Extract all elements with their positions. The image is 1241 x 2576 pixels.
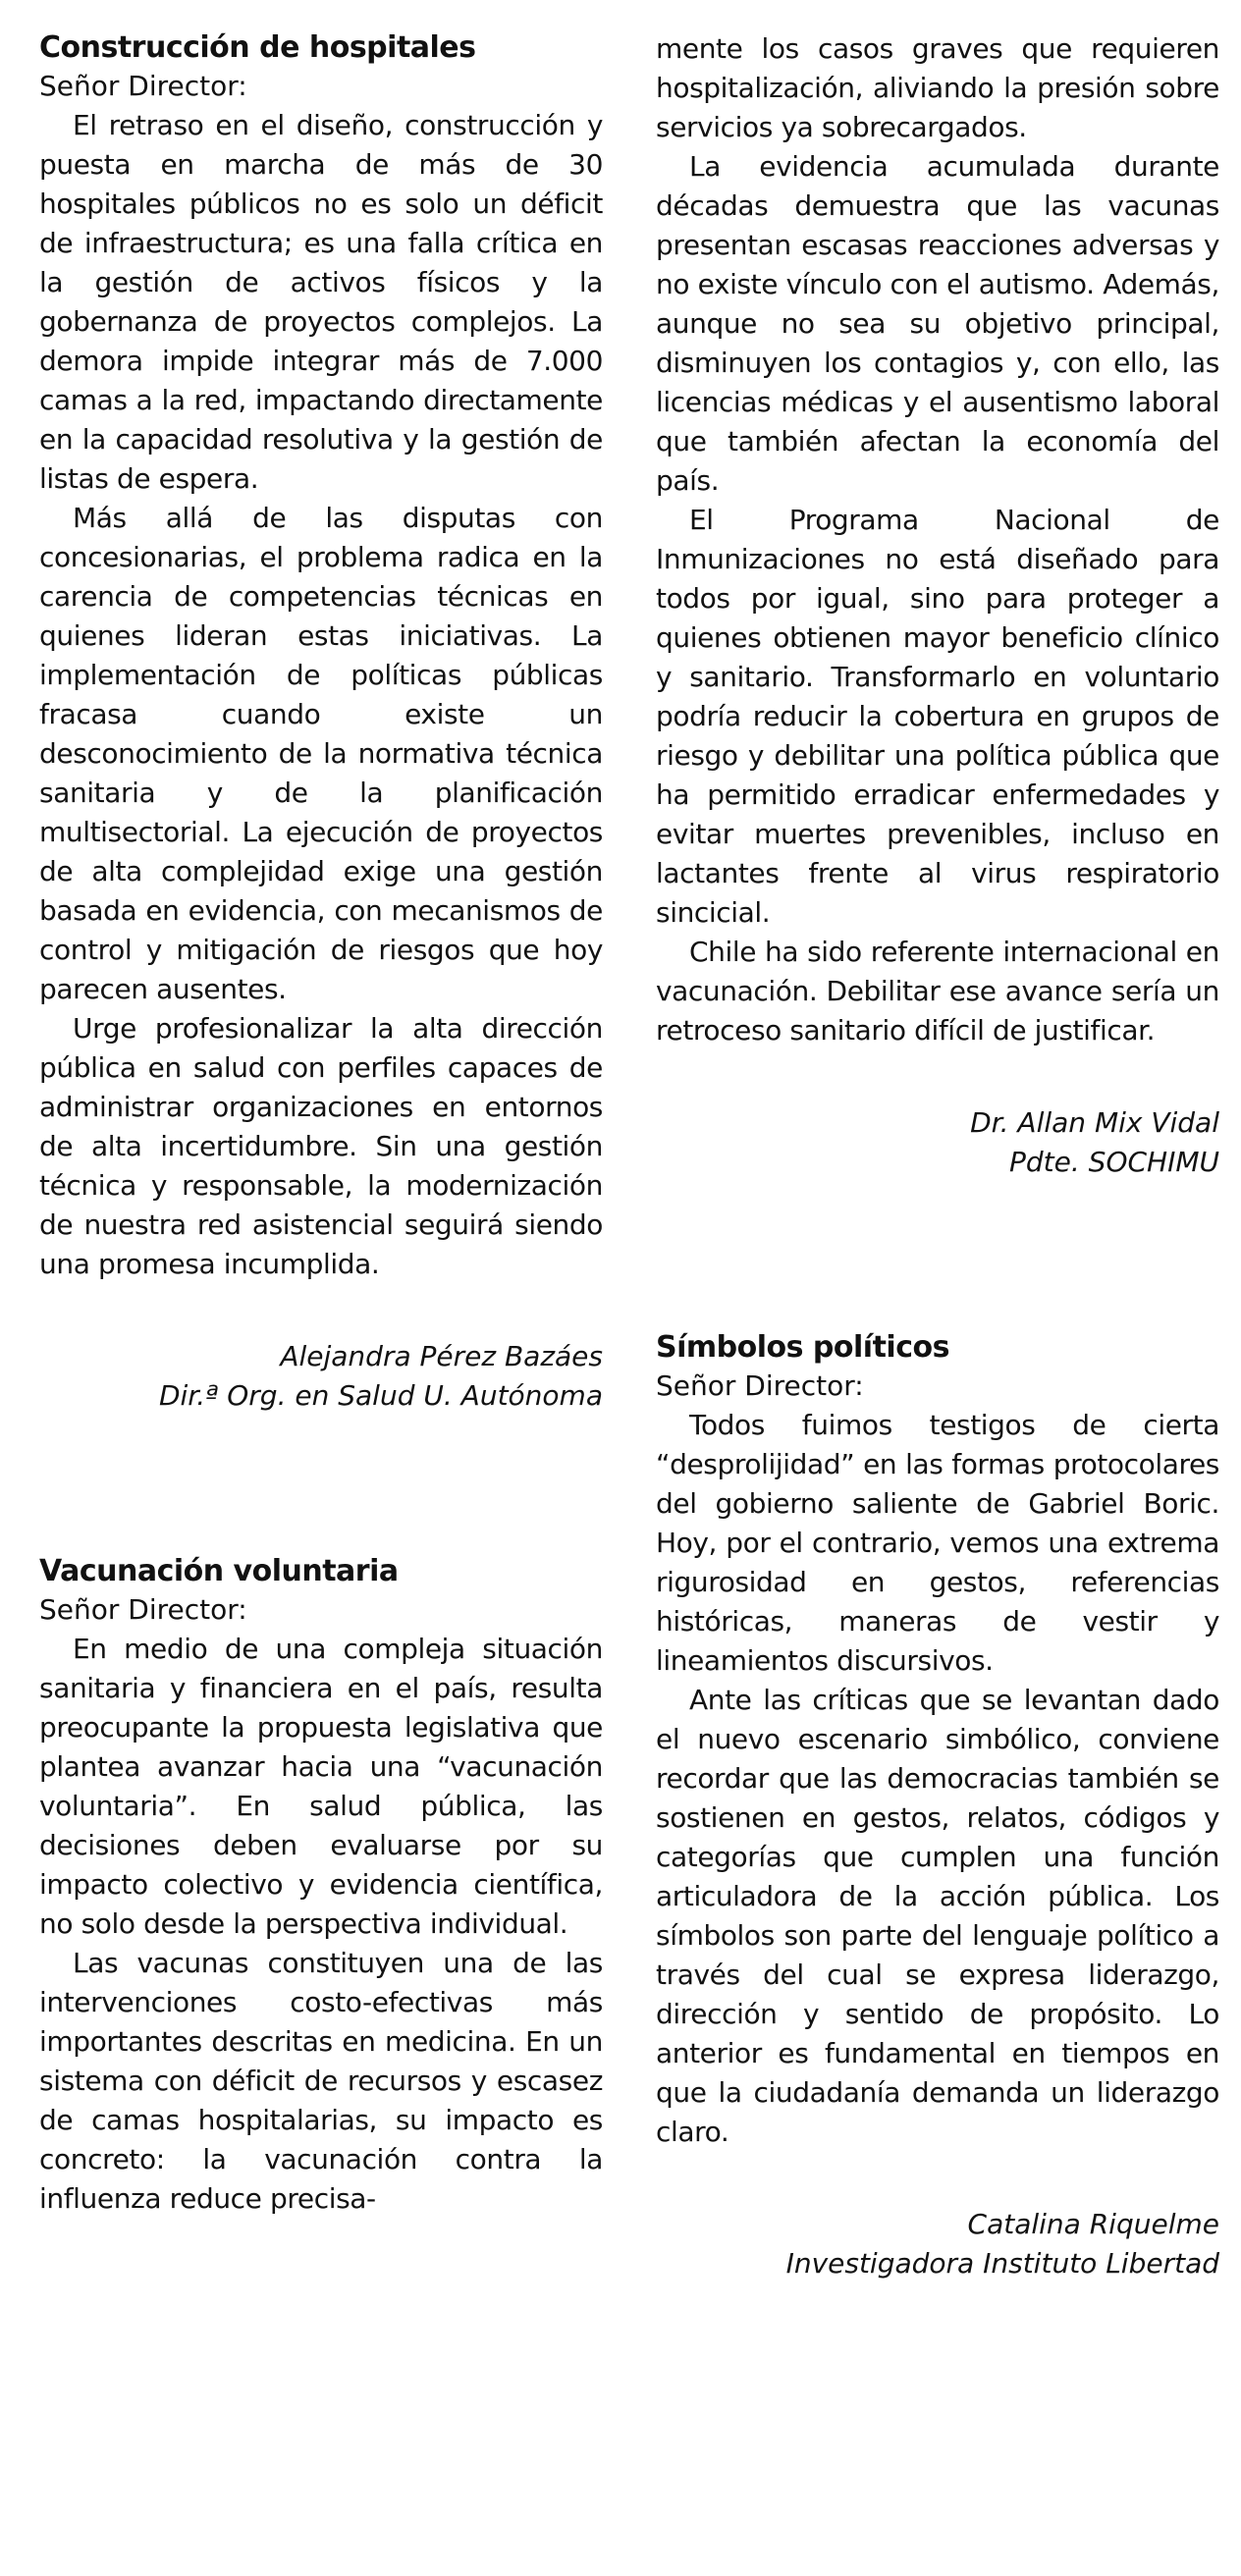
letter-author: Dr. Allan Mix Vidal	[970, 1106, 1219, 1139]
spacer	[39, 1284, 603, 1337]
left-column	[39, 29, 603, 2219]
letter-paragraph-continuation: mente los casos graves que requieren hospitalización, aliviando la presión sobre servicios ya sobrecargados.	[656, 32, 1219, 143]
letter-paragraph: Las vacunas constituyen una de las intervenciones costo-efectivas más importantes descritas en medicina. En un sistema con déficit de recursos y escasez de camas hospitalarias, su impacto es concreto: la vacunación contra la influenza reduce precisa-	[39, 1947, 603, 2215]
letter-author-role: Dir.ª Org. en Salud U. Autónoma	[158, 1379, 603, 1412]
letter-author: Alejandra Pérez Bazáes	[280, 1340, 603, 1372]
letter-vacunacion-continued	[656, 29, 1219, 1182]
letter-paragraph: Urge profesionalizar la alta dirección pública en salud con perfiles capaces de administrar organizaciones en entornos de alta incertidumbre. Sin una gestión técnica y responsable, la modernización de nuestra red asistencial seguirá siendo una promesa incumplida.	[39, 1012, 603, 1280]
spacer	[656, 1182, 1219, 1329]
letter-salutation: Señor Director:	[39, 1593, 247, 1626]
letter-hospitales	[39, 29, 603, 1416]
letter-paragraph: Todos fuimos testigos de cierta “desprolijidad” en las formas protocolares del gobierno saliente de Gabriel Boric. Hoy, por el contrario, vemos una extrema rigurosidad en gestos, referencias históricas, maneras de vestir y lineamientos discursivos.	[656, 1409, 1219, 1677]
letter-author-role: Investigadora Instituto Libertad	[785, 2247, 1219, 2280]
letter-author: Catalina Riquelme	[967, 2208, 1219, 2240]
letter-title: Construcción de hospitales	[39, 30, 476, 65]
letter-author-role: Pdte. SOCHIMU	[1009, 1146, 1219, 1178]
spacer	[656, 1050, 1219, 1103]
letter-salutation: Señor Director:	[656, 1369, 864, 1402]
letter-paragraph: Ante las críticas que se levantan dado el nuevo escenario simbólico, conviene recordar que las democracias también se sostienen en gestos, relatos, códigos y categorías que cumplen una función articuladora de la acción pública. Los símbolos son parte del lenguaje político a través del cual se expresa liderazgo, dirección y sentido de propósito. Lo anterior es fundamental en tiempos en que la ciudadanía demanda un liderazgo claro.	[656, 1684, 1219, 2148]
spacer	[39, 1416, 603, 1553]
letter-title: Vacunación voluntaria	[39, 1554, 399, 1588]
letter-paragraph: Chile ha sido referente internacional en vacunación. Debilitar ese avance sería un retroceso sanitario difícil de justificar.	[656, 936, 1219, 1046]
spacer	[656, 2152, 1219, 2205]
letter-salutation: Señor Director:	[39, 70, 247, 102]
letter-simbolos	[656, 1329, 1219, 2283]
letter-title: Símbolos políticos	[656, 1330, 949, 1365]
letter-vacunacion	[39, 1553, 603, 2219]
letter-paragraph: Más allá de las disputas con concesionarias, el problema radica en la carencia de competencias técnicas en quienes lideran estas iniciativas. La implementación de políticas públicas fracasa cuando existe un desconocimiento de la normativa técnica sanitaria y de la planificación multisectorial. La ejecución de proyectos de alta complejidad exige una gestión basada en evidencia, con mecanismos de control y mitigación de riesgos que hoy parecen ausentes.	[39, 502, 603, 1005]
letter-paragraph: El Programa Nacional de Inmunizaciones no está diseñado para todos por igual, sino para proteger a quienes obtienen mayor beneficio clínico y sanitario. Transformarlo en voluntario podría reducir la cobertura en grupos de riesgo y debilitar una política pública que ha permitido erradicar enfermedades y evitar muertes prevenibles, incluso en lactantes frente al virus respiratorio sincicial.	[656, 504, 1219, 929]
right-column	[656, 29, 1219, 2283]
letter-paragraph: En medio de una compleja situación sanitaria y financiera en el país, resulta preocupante la propuesta legislativa que plantea avanzar hacia una “vacunación voluntaria”. En salud pública, las decisiones deben evaluarse por su impacto colectivo y evidencia científica, no solo desde la perspectiva individual.	[39, 1633, 603, 1940]
letter-paragraph: La evidencia acumulada durante décadas demuestra que las vacunas presentan escasas reacciones adversas y no existe vínculo con el autismo. Además, aunque no sea su objetivo principal, disminuyen los contagios y, con ello, las licencias médicas y el ausentismo laboral que también afectan la economía del país.	[656, 150, 1219, 497]
letter-paragraph: El retraso en el diseño, construcción y puesta en marcha de más de 30 hospitales públicos no es solo un déficit de infraestructura; es una falla crítica en la gestión de activos físicos y la gobernanza de proyectos complejos. La demora impide integrar más de 7.000 camas a la red, impactando directamente en la capacidad resolutiva y la gestión de listas de espera.	[39, 109, 603, 495]
